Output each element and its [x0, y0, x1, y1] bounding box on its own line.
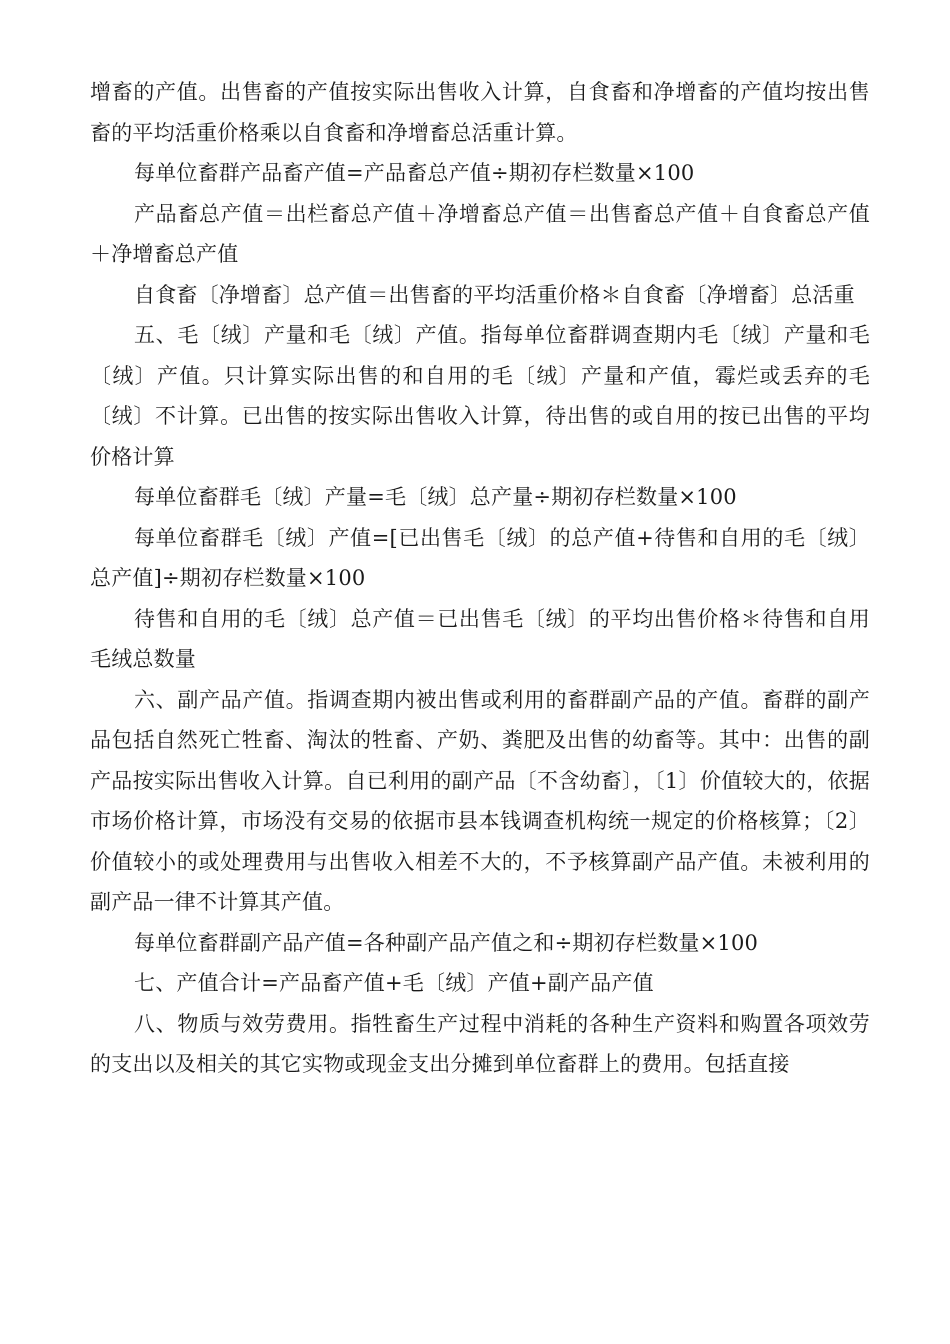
paragraph-livestock-value-method: 增畜的产值。出售畜的产值按实际出售收入计算，自食畜和净增畜的产值均按出售畜的平均活重价格乘以自食畜和净增畜总活重计算。	[90, 80, 870, 145]
formula-product-livestock-value: 每单位畜群产品畜产值=产品畜总产值÷期初存栏数量×100	[134, 161, 695, 185]
section-6-byproduct-value: 六、副产品产值。指调查期内被出售或利用的畜群副产品的产值。畜群的副产品包括自然死亡牲畜、淘汰的牲畜、产奶、粪肥及出售的幼畜等。其中：出售的副产品按实际出售收入计算。自已利用的副产品〔不含幼畜〕，〔1〕价值较大的，依据市场价格计算，市场没有交易的依据市县本钱调查机构统一规定的价格核算；〔2〕价值较小的或处理费用与出售收入相差不大的，不予核算副产品产值。未被利用的副产品一律不计算其产值。	[90, 687, 870, 914]
section-8-material-service-cost: 八、物质与效劳费用。指牲畜生产过程中消耗的各种生产资料和购置各项效劳的支出以及相关的其它实物或现金支出分摊到单位畜群上的费用。包括直接	[90, 1011, 870, 1076]
section-7-total-value: 七、产值合计=产品畜产值+毛〔绒〕产值+副产品产值	[134, 971, 654, 995]
formula-wool-output: 每单位畜群毛〔绒〕产量=毛〔绒〕总产量÷期初存栏数量×100	[134, 485, 737, 509]
formula-self-consumed-total: 自食畜〔净增畜〕总产值＝出售畜的平均活重价格＊自食畜〔净增畜〕总活重	[134, 282, 855, 307]
formula-wool-pending-value: 待售和自用的毛〔绒〕总产值＝已出售毛〔绒〕的平均出售价格＊待售和自用毛绒总数量	[90, 606, 870, 671]
formula-product-livestock-total: 产品畜总产值＝出栏畜总产值＋净增畜总产值＝出售畜总产值＋自食畜总产值＋净增畜总产值	[90, 201, 870, 266]
formula-byproduct-value: 每单位畜群副产品产值=各种副产品产值之和÷期初存栏数量×100	[134, 930, 759, 955]
formula-wool-value: 每单位畜群毛〔绒〕产值=[已出售毛〔绒〕的总产值+待售和自用的毛〔绒〕 总产值]÷期初存栏数量×100	[90, 525, 877, 590]
document-body	[90, 72, 877, 1085]
section-5-wool-output: 五、毛〔绒〕产量和毛〔绒〕产值。指每单位畜群调查期内毛〔绒〕产量和毛〔绒〕产值。只计算实际出售的和自用的毛〔绒〕产量和产值，霉烂或丢弃的毛〔绒〕不计算。已出售的按实际出售收入计算，待出售的或自用的按已出售的平均价格计算	[90, 323, 870, 469]
